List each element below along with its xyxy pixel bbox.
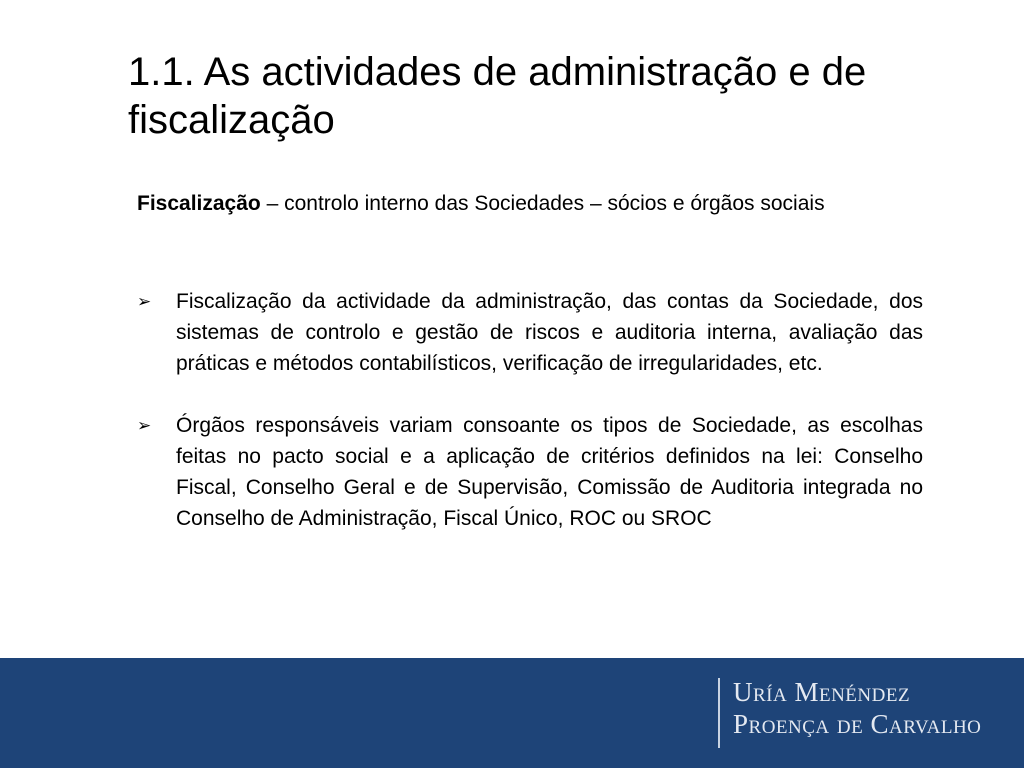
bullet-text: Órgãos responsáveis variam consoante os tipos de Sociedade, as escolhas feitas no pacto social e a aplicação de critérios definidos na lei: Conselho Fiscal, Conselho Geral e de Supervisão, Comissão de Auditoria integrada no Conselho de Administração, Fiscal Único, ROC ou SROC xyxy=(176,414,923,530)
logo-line-2: Proença de Carvalho xyxy=(733,709,982,739)
footer-bar xyxy=(0,658,1024,768)
arrow-bullet-icon: ➢ xyxy=(137,416,152,435)
arrow-bullet-icon: ➢ xyxy=(137,292,152,311)
logo-divider xyxy=(718,678,720,748)
bullet-list xyxy=(137,286,923,565)
intro-paragraph xyxy=(137,188,917,219)
logo-line-1: Uría Menéndez xyxy=(733,677,911,707)
intro-bold-term: Fiscalização xyxy=(137,192,261,215)
bullet-text: Fiscalização da actividade da administração, das contas da Sociedade, dos sistemas de controlo e gestão de riscos e auditoria interna, avaliação das práticas e métodos contabilísticos, verificação de irregularidades, etc. xyxy=(176,290,923,375)
intro-text: – controlo interno das Sociedades – sócios e órgãos sociais xyxy=(260,192,825,215)
slide-title: 1.1. As actividades de administração e de fiscalização xyxy=(128,50,867,142)
bullet-item xyxy=(137,410,923,534)
bullet-item xyxy=(137,286,923,379)
company-logo xyxy=(733,676,981,740)
